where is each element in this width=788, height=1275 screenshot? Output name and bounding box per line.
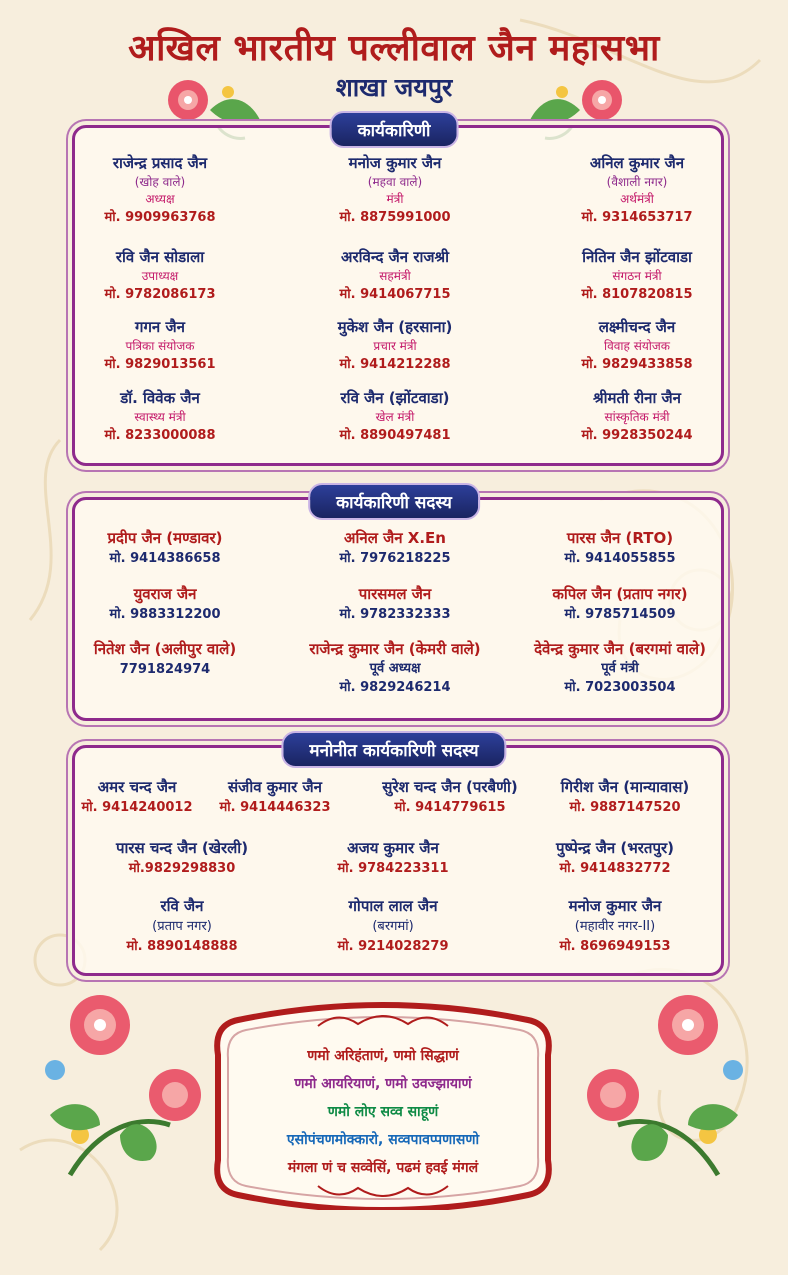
member-phone: मो. 9829246214 bbox=[339, 680, 451, 695]
member-name: गगन जैन bbox=[135, 318, 185, 336]
member-card bbox=[309, 638, 480, 698]
member-card bbox=[581, 152, 692, 228]
member-phone: मो. 9414779615 bbox=[394, 800, 506, 815]
member-card bbox=[339, 246, 450, 305]
member-phone: मो.9829298830 bbox=[128, 861, 236, 876]
member-card bbox=[104, 246, 215, 305]
member-phone: मो. 9785714509 bbox=[564, 607, 676, 622]
member-place: (महवा वाले) bbox=[367, 175, 423, 189]
member-card bbox=[81, 776, 192, 818]
nominated-members-banner: मनोनीत कार्यकारिणी सदस्य bbox=[281, 731, 506, 768]
member-phone: मो. 9782332333 bbox=[339, 607, 451, 622]
member-card bbox=[339, 387, 450, 446]
member-phone: मो. 9414240012 bbox=[81, 800, 193, 815]
member-name: रवि जैन सोडाला bbox=[115, 248, 205, 266]
member-role: सहमंत्री bbox=[379, 269, 411, 283]
member-card bbox=[581, 316, 692, 375]
member-name: कपिल जैन (प्रताप नगर) bbox=[552, 585, 688, 603]
committee-members-banner: कार्यकारिणी सदस्य bbox=[308, 483, 480, 520]
mantra-line: णमो अरिहंताणं, णमो सिद्धाणं bbox=[307, 1048, 459, 1064]
member-card bbox=[94, 638, 236, 680]
member-card bbox=[581, 246, 692, 305]
member-place: (प्रताप नगर) bbox=[152, 919, 212, 934]
member-phone: मो. 9414446323 bbox=[219, 800, 331, 815]
member-role: उपाध्यक्ष bbox=[141, 269, 179, 283]
member-phone: मो. 9414067715 bbox=[339, 287, 451, 302]
member-name: गोपाल लाल जैन bbox=[348, 897, 438, 915]
member-card bbox=[338, 316, 453, 375]
member-card bbox=[564, 527, 675, 569]
member-card bbox=[559, 895, 670, 957]
mantra-line: णमो लोए सव्व साहूणं bbox=[327, 1104, 439, 1120]
member-card bbox=[126, 895, 237, 957]
member-card bbox=[337, 895, 448, 957]
member-name: पुष्पेन्द्र जैन (भरतपुर) bbox=[556, 839, 674, 857]
member-name: लक्ष्मीचन्द जैन bbox=[598, 318, 676, 336]
mantra-line: एसोपंचणमोक्कारो, सव्वपावप्पणासणो bbox=[286, 1132, 480, 1148]
member-role: सांस्कृतिक मंत्री bbox=[604, 410, 670, 424]
member-name: नितेश जैन (अलीपुर वाले) bbox=[93, 640, 237, 658]
member-card bbox=[116, 837, 248, 879]
member-name: अजय कुमार जैन bbox=[347, 839, 439, 857]
member-role: पत्रिका संयोजक bbox=[125, 339, 195, 353]
member-card bbox=[581, 387, 692, 446]
member-card bbox=[552, 583, 687, 625]
member-role: अध्यक्ष bbox=[145, 192, 175, 206]
member-name: रवि जैन bbox=[160, 897, 204, 915]
member-role: पूर्व मंत्री bbox=[601, 661, 639, 676]
member-card bbox=[339, 152, 450, 228]
member-phone: मो. 8890148888 bbox=[126, 939, 238, 954]
member-name: पारस चन्द जैन (खेरली) bbox=[115, 839, 249, 857]
member-phone: मो. 9909963768 bbox=[104, 210, 216, 225]
mantra-line: णमो आयरियाणं, णमो उवज्झायाणं bbox=[294, 1076, 472, 1092]
member-name: राजेन्द्र प्रसाद जैन bbox=[112, 154, 208, 172]
member-name: संजीव कुमार जैन bbox=[228, 778, 322, 796]
member-card bbox=[104, 316, 215, 375]
member-phone: मो. 7976218225 bbox=[339, 551, 451, 566]
member-place: (बरगमां) bbox=[372, 919, 414, 934]
member-name: सुरेश चन्द जैन (परबैणी) bbox=[382, 778, 518, 796]
member-name: अनिल जैन X.En bbox=[344, 529, 446, 547]
member-phone: मो. 8890497481 bbox=[339, 428, 451, 443]
member-name: मुकेश जैन (हरसाना) bbox=[337, 318, 453, 336]
member-name: अमर चन्द जैन bbox=[97, 778, 177, 796]
member-role: विवाह संयोजक bbox=[603, 339, 671, 353]
member-role: मंत्री bbox=[386, 192, 404, 206]
member-phone: मो. 9414832772 bbox=[559, 861, 671, 876]
member-name: अरविन्द जैन राजश्री bbox=[341, 248, 449, 266]
member-name: मनोज कुमार जैन bbox=[348, 154, 442, 172]
member-phone: मो. 9314653717 bbox=[581, 210, 693, 225]
member-name: प्रदीप जैन (मण्डावर) bbox=[107, 529, 223, 547]
member-name: नितिन जैन झोंटवाडा bbox=[582, 248, 692, 266]
member-phone: मो. 8875991000 bbox=[339, 210, 451, 225]
member-phone: मो. 7023003504 bbox=[564, 680, 676, 695]
member-role: खेल मंत्री bbox=[375, 410, 415, 424]
member-place: (वैशाली नगर) bbox=[606, 175, 668, 189]
member-name: मनोज कुमार जैन bbox=[568, 897, 662, 915]
member-place: (खोह वाले) bbox=[134, 175, 186, 189]
flower-bottom-right-icon bbox=[568, 985, 758, 1185]
member-card bbox=[561, 776, 689, 818]
member-phone: मो. 9829433858 bbox=[581, 357, 693, 372]
member-name: राजेन्द्र कुमार जैन (केमरी वाले) bbox=[309, 640, 481, 658]
member-phone: मो. 9414055855 bbox=[564, 551, 676, 566]
member-phone: मो. 9883312200 bbox=[109, 607, 221, 622]
page-title: अखिल भारतीय पल्लीवाल जैन महासभा bbox=[128, 28, 660, 69]
member-name: अनिल कुमार जैन bbox=[589, 154, 685, 172]
member-phone: मो. 8233000088 bbox=[104, 428, 216, 443]
member-phone: मो. 9214028279 bbox=[337, 939, 449, 954]
member-name: युवराज जैन bbox=[133, 585, 197, 603]
member-name: गिरीश जैन (मान्यावास) bbox=[560, 778, 690, 796]
member-name: पारसमल जैन bbox=[358, 585, 432, 603]
member-phone: मो. 9887147520 bbox=[569, 800, 681, 815]
member-card bbox=[337, 837, 448, 879]
page-subtitle: शाखा जयपुर bbox=[335, 73, 453, 102]
member-phone: मो. 8107820815 bbox=[581, 287, 693, 302]
member-phone: मो. 9414386658 bbox=[109, 551, 221, 566]
member-role: स्वास्थ्य मंत्री bbox=[134, 410, 186, 424]
member-role: पूर्व अध्यक्ष bbox=[369, 661, 421, 676]
member-name: देवेन्द्र कुमार जैन (बरगमां वाले) bbox=[534, 640, 706, 658]
member-phone: मो. 9829013561 bbox=[104, 357, 216, 372]
member-name: पारस जैन (RTO) bbox=[566, 529, 674, 547]
member-phone: मो. 9784223311 bbox=[337, 861, 449, 876]
member-card bbox=[109, 583, 220, 625]
member-card bbox=[339, 527, 450, 569]
member-role: प्रचार मंत्री bbox=[373, 339, 417, 353]
member-role: अर्थमंत्री bbox=[620, 192, 654, 206]
navkar-mantra-frame bbox=[208, 1000, 558, 1210]
member-name: श्रीमती रीना जैन bbox=[592, 389, 682, 407]
member-card bbox=[556, 837, 674, 879]
member-role: संगठन मंत्री bbox=[612, 269, 662, 283]
member-card bbox=[339, 583, 450, 625]
member-card bbox=[108, 527, 223, 569]
member-card bbox=[219, 776, 330, 818]
member-name: रवि जैन (झोंटवाडा) bbox=[340, 389, 450, 407]
executive-committee-banner: कार्यकारिणी bbox=[330, 111, 459, 148]
member-phone: मो. 8696949153 bbox=[559, 939, 671, 954]
member-card bbox=[104, 387, 215, 446]
member-place: (महावीर नगर-II) bbox=[574, 919, 656, 934]
member-phone: मो. 9782086173 bbox=[104, 287, 216, 302]
member-card bbox=[534, 638, 706, 698]
member-card bbox=[104, 152, 215, 228]
flower-bottom-left-icon bbox=[30, 985, 220, 1185]
member-name: डॉ. विवेक जैन bbox=[120, 389, 200, 407]
member-phone: मो. 9928350244 bbox=[581, 428, 693, 443]
mantra-line: मंगला णं च सव्वेसिं, पढमं हवई मंगलं bbox=[287, 1160, 479, 1176]
member-phone: 7791824974 bbox=[119, 662, 211, 677]
member-phone: मो. 9414212288 bbox=[339, 357, 451, 372]
member-card bbox=[382, 776, 517, 818]
